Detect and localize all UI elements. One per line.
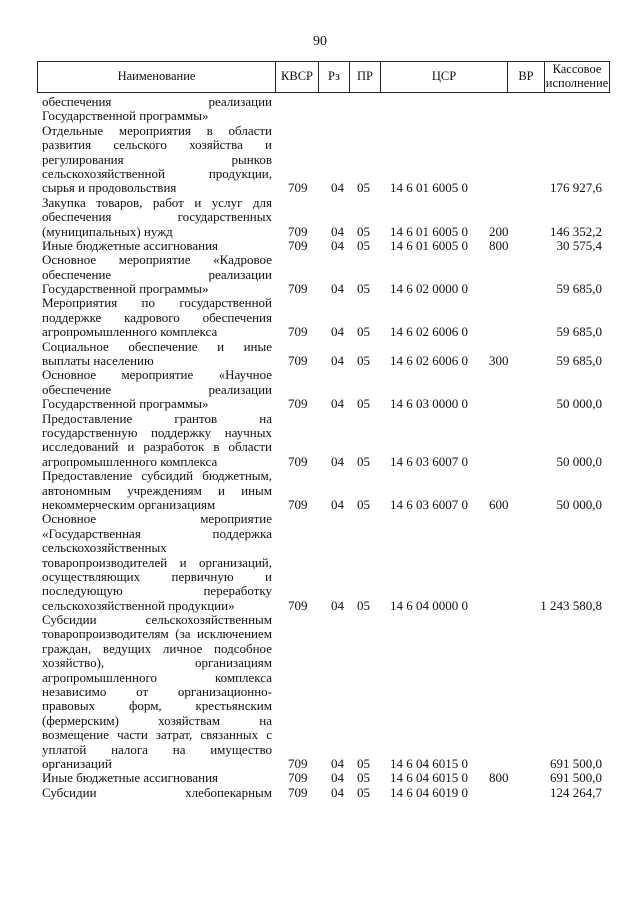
row-pr: 05 [357, 180, 370, 196]
row-name-line: агропромышленного комплекса [42, 324, 218, 340]
row-rz: 04 [331, 784, 344, 800]
row-name-line: Иные бюджетные ассигнования [42, 770, 219, 786]
row-kvsr: 709 [288, 237, 308, 253]
header-pr: ПР [349, 62, 380, 92]
row-name-line: развития сельского хозяйства и [42, 137, 272, 153]
row-kvsr: 709 [288, 770, 308, 786]
row-name [42, 613, 272, 771]
row-kvsr: 709 [288, 784, 308, 800]
row-kvsr: 709 [288, 597, 308, 613]
row-name-line: обеспечение реализации [42, 381, 272, 397]
table-row [0, 412, 640, 470]
row-name [42, 512, 272, 613]
row-name-line: Субсидии сельскохозяйственным [42, 612, 272, 628]
row-csr: 14 6 01 6005 0 [390, 237, 468, 253]
table-row [0, 95, 640, 124]
row-csr: 14 6 01 6005 0 [390, 223, 468, 239]
row-name-line: Социальное обеспечение и иные [42, 338, 272, 354]
row-name-line: выплаты населению [42, 353, 154, 369]
row-amount: 30 575,4 [556, 237, 602, 253]
row-amount: 124 264,7 [550, 784, 602, 800]
row-vr: 800 [489, 770, 509, 786]
row-kvsr: 709 [288, 755, 308, 771]
row-amount: 50 000,0 [556, 496, 602, 512]
row-pr: 05 [357, 453, 370, 469]
row-rz: 04 [331, 496, 344, 512]
row-pr: 05 [357, 281, 370, 297]
row-name-line: Основное мероприятие «Научное [42, 367, 272, 383]
row-name-line: граждан, ведущих личное подсобное [42, 640, 272, 656]
row-name [42, 196, 272, 239]
row-name-line: некоммерческим организациям [42, 496, 216, 512]
header-name: Наименование [117, 69, 196, 84]
row-name-line: исследований и разработок в области [42, 439, 272, 455]
row-rz: 04 [331, 324, 344, 340]
row-name-line: обеспечения реализации [42, 94, 272, 109]
row-name [42, 124, 272, 196]
row-vr: 200 [489, 223, 509, 239]
row-name-line: организаций [42, 755, 112, 771]
table-row [0, 368, 640, 411]
row-amount: 59 685,0 [556, 324, 602, 340]
header-amount: Кассовое исполнение [545, 62, 609, 90]
row-amount: 50 000,0 [556, 453, 602, 469]
row-vr: 300 [489, 353, 509, 369]
row-pr: 05 [357, 237, 370, 253]
row-kvsr: 709 [288, 353, 308, 369]
header-csr: ЦСР [380, 62, 507, 92]
row-kvsr: 709 [288, 324, 308, 340]
table-row [0, 296, 640, 339]
row-name [42, 239, 272, 253]
row-amount: 146 352,2 [550, 223, 602, 239]
table-row [0, 340, 640, 369]
header-vr: ВР [507, 62, 544, 92]
row-name-line: правовых форм, крестьянским [42, 698, 272, 714]
row-name-line: Государственной программы» [42, 396, 209, 412]
row-amount: 691 500,0 [550, 770, 602, 786]
row-rz: 04 [331, 453, 344, 469]
row-name-line: Предоставление субсидий бюджетным, [42, 468, 272, 484]
row-kvsr: 709 [288, 281, 308, 297]
table-row [0, 771, 640, 785]
table-row [0, 613, 640, 771]
row-name-line: уплатой налога на имущество [42, 741, 272, 757]
row-name-line: Государственной программы» [42, 108, 209, 124]
row-name-line: сырья и продовольствия [42, 180, 177, 196]
row-name [42, 786, 272, 800]
row-name [42, 771, 272, 785]
row-name [42, 368, 272, 411]
row-rz: 04 [331, 597, 344, 613]
row-kvsr: 709 [288, 453, 308, 469]
table-row [0, 512, 640, 613]
row-name-line: последующую переработку [42, 583, 272, 599]
row-name-line: сельскохозяйственной продукции, [42, 165, 272, 181]
row-pr: 05 [357, 597, 370, 613]
row-rz: 04 [331, 237, 344, 253]
row-name [42, 412, 272, 470]
row-amount: 50 000,0 [556, 396, 602, 412]
row-vr: 600 [489, 496, 509, 512]
table-row [0, 469, 640, 512]
row-csr: 14 6 01 6005 0 [390, 180, 468, 196]
row-name-line: Субсидии хлебопекарным [42, 784, 272, 800]
row-name-line: Мероприятия по государственной [42, 295, 272, 311]
row-name-line: Основное мероприятие «Кадровое [42, 252, 272, 268]
row-pr: 05 [357, 770, 370, 786]
table-header [37, 61, 610, 93]
row-kvsr: 709 [288, 396, 308, 412]
row-rz: 04 [331, 770, 344, 786]
row-name-line: государственную поддержку научных [42, 424, 272, 440]
row-rz: 04 [331, 180, 344, 196]
row-name-line: регулирования рынков [42, 151, 272, 167]
row-pr: 05 [357, 755, 370, 771]
row-rz: 04 [331, 281, 344, 297]
row-name [42, 253, 272, 296]
row-name-line: осуществляющих первичную и [42, 568, 272, 584]
header-rz: Рз [318, 62, 349, 92]
table-row [0, 239, 640, 253]
row-name-line: возмещение части затрат, связанных с [42, 727, 272, 743]
row-name [42, 296, 272, 339]
row-pr: 05 [357, 353, 370, 369]
row-name-line: Иные бюджетные ассигнования [42, 237, 219, 253]
row-amount: 691 500,0 [550, 755, 602, 771]
row-csr: 14 6 04 6015 0 [390, 755, 468, 771]
row-amount: 59 685,0 [556, 353, 602, 369]
row-kvsr: 709 [288, 223, 308, 239]
header-kvsr: КВСР [275, 62, 318, 92]
row-csr: 14 6 03 0000 0 [390, 396, 468, 412]
row-name-line: товаропроизводителям (за исключением [42, 626, 272, 642]
row-pr: 05 [357, 324, 370, 340]
table-body [0, 95, 640, 800]
row-rz: 04 [331, 353, 344, 369]
row-name-line: хозяйство), организациям [42, 655, 272, 671]
row-name-line: сельскохозяйственных [42, 540, 167, 556]
row-csr: 14 6 03 6007 0 [390, 496, 468, 512]
row-vr: 800 [489, 237, 509, 253]
row-csr: 14 6 02 6006 0 [390, 353, 468, 369]
row-name-line: Закупка товаров, работ и услуг для [42, 194, 272, 210]
row-csr: 14 6 04 0000 0 [390, 597, 468, 613]
row-name-line: агропромышленного комплекса [42, 453, 218, 469]
row-pr: 05 [357, 396, 370, 412]
table-row [0, 786, 640, 800]
row-name-line: агропромышленного комплекса [42, 669, 272, 685]
row-kvsr: 709 [288, 180, 308, 196]
row-name-line: Предоставление грантов на [42, 410, 272, 426]
row-csr: 14 6 02 0000 0 [390, 281, 468, 297]
row-rz: 04 [331, 755, 344, 771]
row-name [42, 340, 272, 369]
row-amount: 1 243 580,8 [540, 597, 602, 613]
row-name-line: Отдельные мероприятия в области [42, 122, 272, 138]
row-csr: 14 6 02 6006 0 [390, 324, 468, 340]
row-csr: 14 6 04 6015 0 [390, 770, 468, 786]
row-name [42, 469, 272, 512]
row-name-line: «Государственная поддержка [42, 525, 272, 541]
row-name-line: обеспечения государственных [42, 209, 272, 225]
row-name-line: (муниципальных) нужд [42, 223, 173, 239]
row-rz: 04 [331, 396, 344, 412]
table-row [0, 124, 640, 196]
row-kvsr: 709 [288, 496, 308, 512]
row-name-line: поддержке кадрового обеспечения [42, 309, 272, 325]
row-amount: 176 927,6 [550, 180, 602, 196]
row-name-line: (фермерским) хозяйствам на [42, 712, 272, 728]
row-csr: 14 6 03 6007 0 [390, 453, 468, 469]
row-csr: 14 6 04 6019 0 [390, 784, 468, 800]
row-amount: 59 685,0 [556, 281, 602, 297]
row-name-line: Основное мероприятие [42, 511, 272, 527]
row-rz: 04 [331, 223, 344, 239]
row-pr: 05 [357, 496, 370, 512]
row-name-line: сельскохозяйственной продукции» [42, 597, 235, 613]
row-pr: 05 [357, 223, 370, 239]
table-row [0, 253, 640, 296]
row-name-line: товаропроизводителей и организаций, [42, 554, 272, 570]
row-name [42, 95, 272, 124]
table-row [0, 196, 640, 239]
page-number: 90 [313, 34, 327, 49]
row-name-line: автономным учреждениям и иным [42, 482, 272, 498]
row-name-line: обеспечение реализации [42, 266, 272, 282]
row-pr: 05 [357, 784, 370, 800]
row-name-line: Государственной программы» [42, 281, 209, 297]
row-name-line: независимо от организационно- [42, 684, 272, 700]
